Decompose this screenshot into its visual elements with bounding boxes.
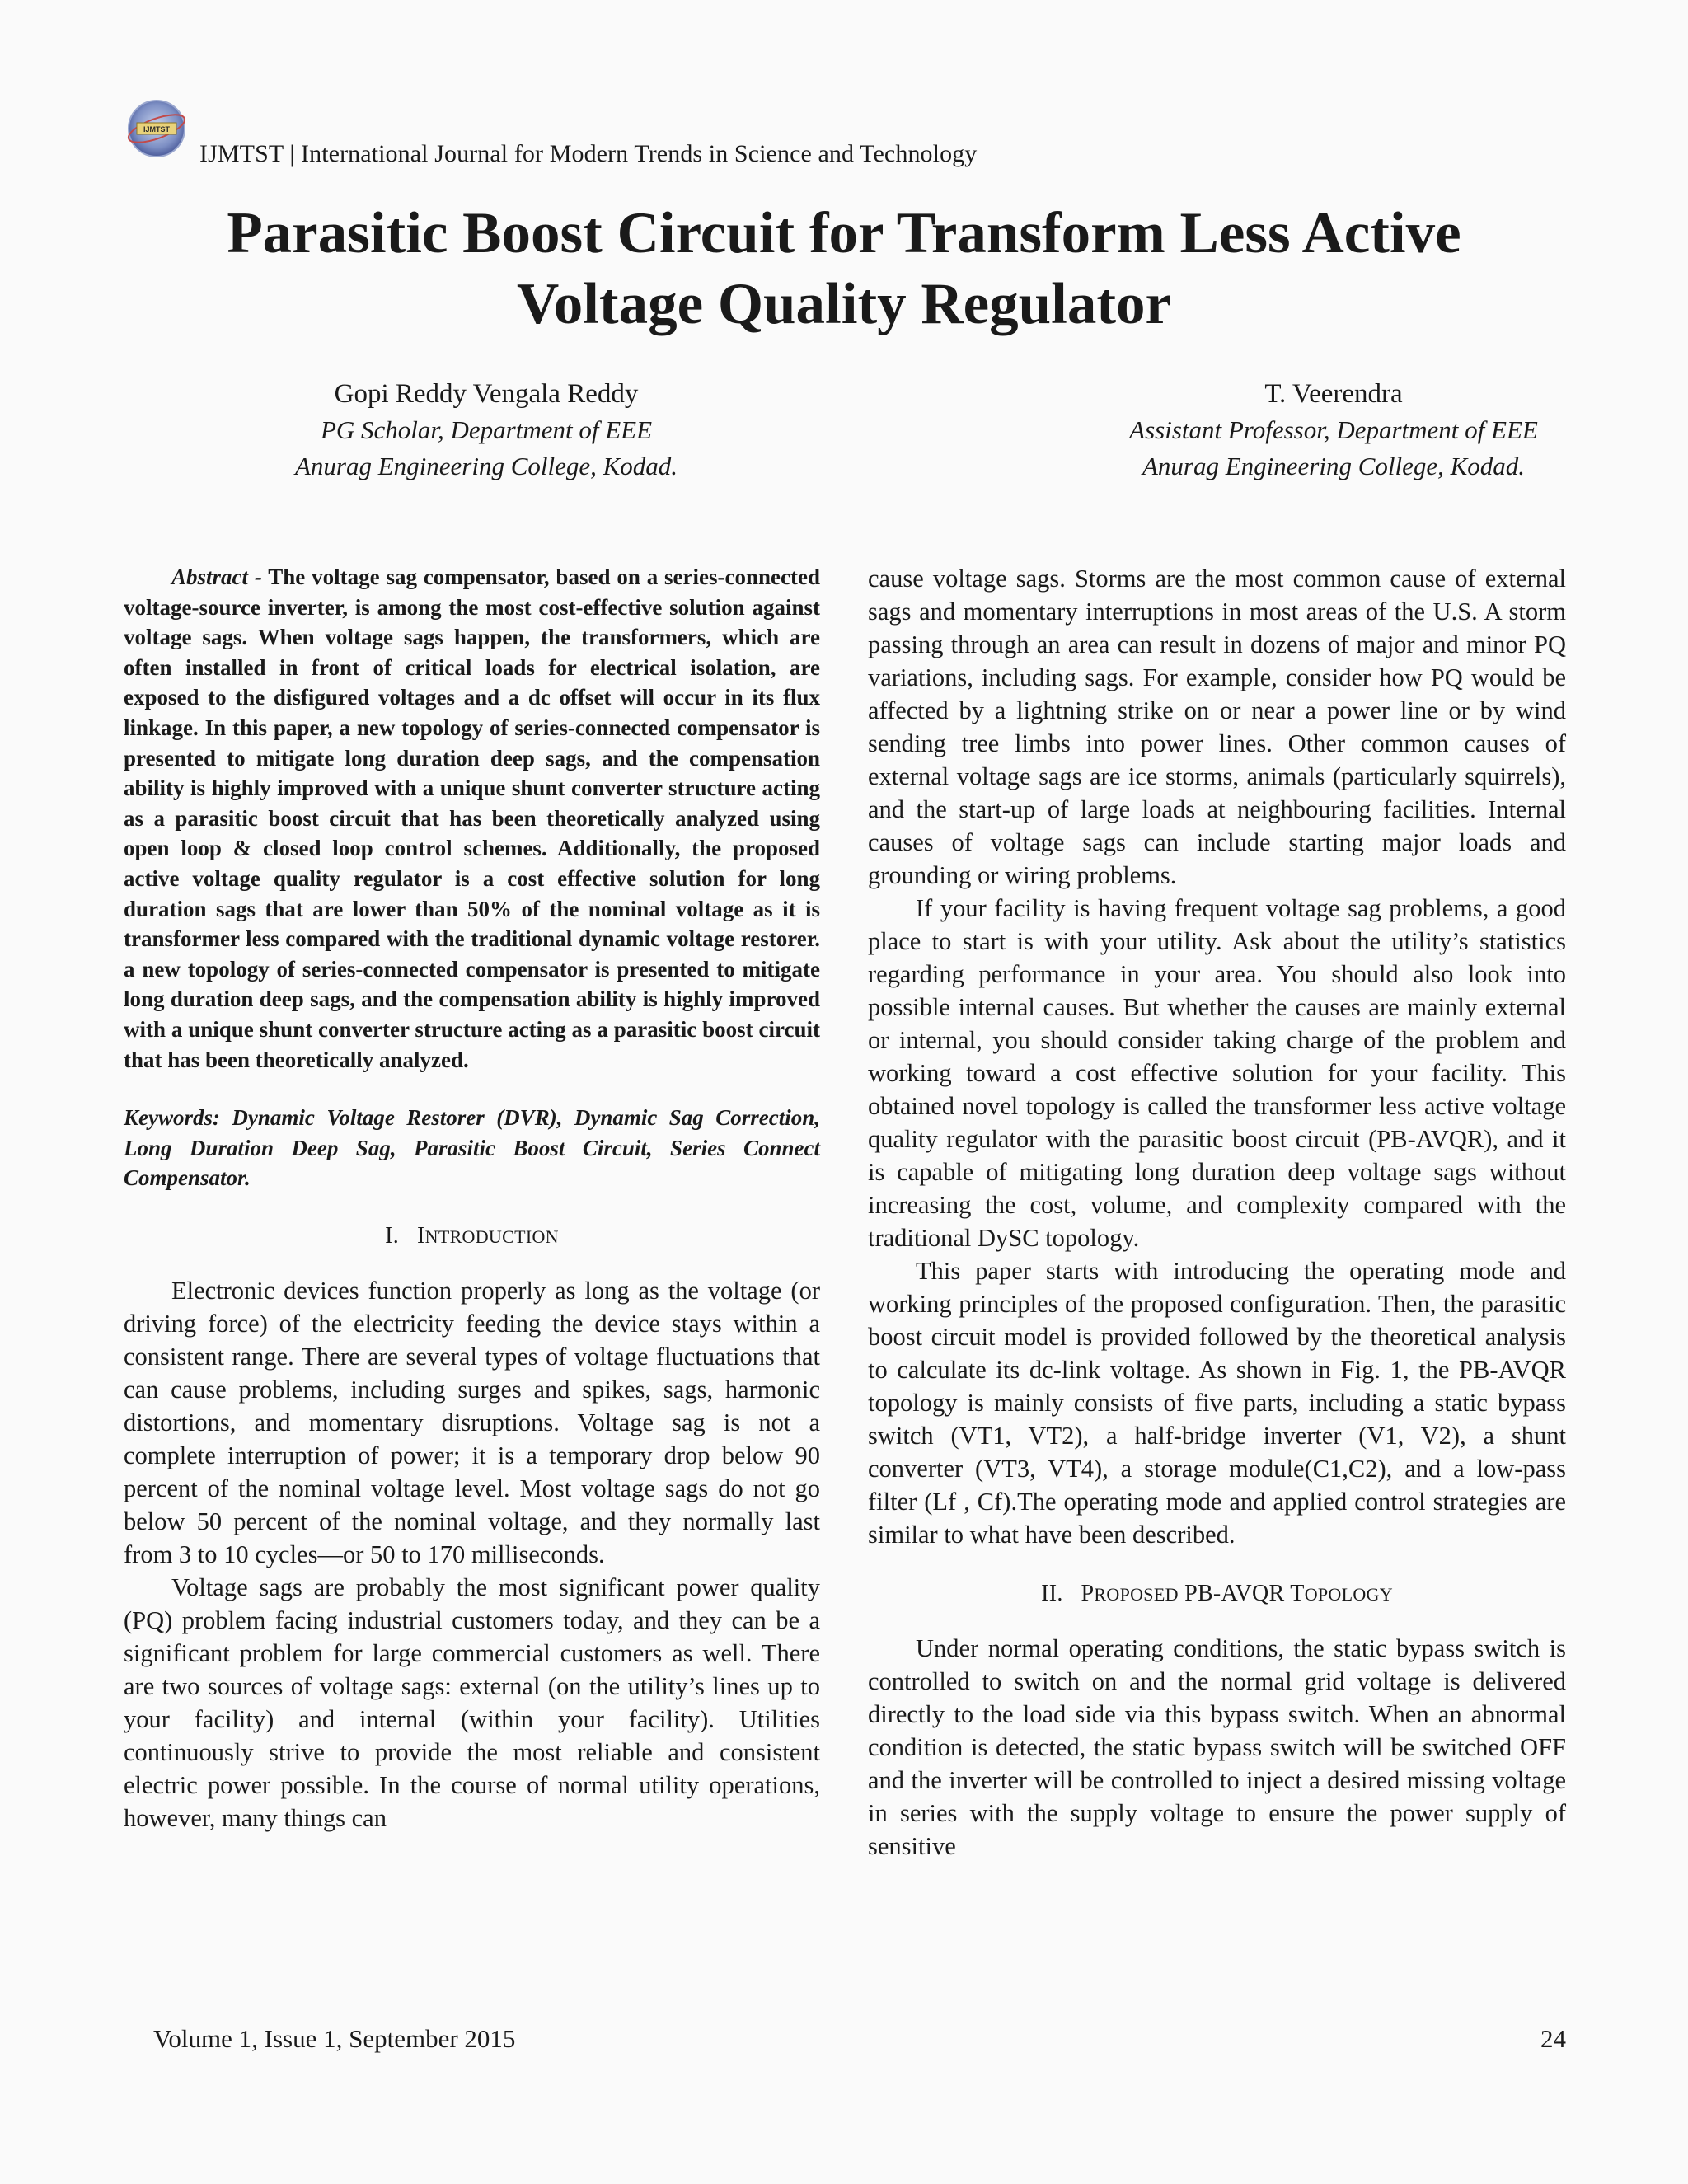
paragraph: Electronic devices function properly as long as the voltage (or driving force) of the electricity feeding the device stays within a consistent range. There are several types of voltage fluctuations that can cause problems, including surges and spikes, sags, harmonic distortions, and momentary disruptions. Voltage sag is not a complete interruption of power; it is a temporary drop below 90 percent of the nominal voltage level. Most voltage sags do not go below 50 percent of the nominal voltage, and they normally last from 3 to 10 cycles—or 50 to 170 milliseconds. [124,1276,820,1568]
abstract [124,562,820,1075]
section-title-first: T [1290,1581,1305,1606]
section-title-first: P [1081,1581,1095,1606]
abstract-text: The voltage sag compensator, based on a series-connected voltage-source inverter, is among the most cost-effective solution against voltage sags. When voltage sags happen, the transformers, which are often installed in front of critical loads for electrical isolation, are exposed to the disfigured voltages and a dc offset will occur in its flux linkage. In this paper, a new topology of series-connected compensator is presented to mitigate long duration deep sags, and the compensation ability is highly improved with a unique shunt converter structure acting as a parasitic boost circuit that has been theoretically analyzed using open loop & closed loop control schemes. Additionally, the proposed active voltage quality regulator is a cost effective solution for long duration sags that are lower than 50% of the nominal voltage as it is transformer less compared with the traditional dynamic voltage restorer. a new topology of series-connected compensator is presented to mitigate long duration deep sags, and the compensation ability is highly improved with a unique shunt converter structure acting as a parasitic boost circuit that has been theoretically analyzed. [124,565,820,1072]
author-institution: Anurag Engineering College, Kodad. [294,452,678,480]
section-title-middle: PB-AVQR [1178,1581,1291,1606]
title-line-2: Voltage Quality Regulator [516,272,1172,336]
paragraph: This paper starts with introducing the operating mode and working principles of the proposed configuration. Then, the parasitic boost circuit model is provided followed by the theoretical analysis to calculate its dc-link voltage. As shown in Fig. 1, the PB-AVQR topology is mainly consists of five parts, including a static bypass switch (VT1, VT2), a half-bridge inverter (V1, V2), a shunt converter (VT3, VT4), a storage module(C1,C2), and a low-pass filter (Lf , Cf).The operating mode and applied control strategies are similar to what have been described. [868,1257,1566,1549]
paragraph: If your facility is having frequent voltage sag problems, a good place to start is with your utility. Ask about the utility’s statistics regarding performance in your area. You should also look into possible internal causes. But whether the causes are mainly external or internal, you should consider taking charge of the problem and working toward a cost effective solution for your facility. This obtained novel topology is called the transformer less active voltage quality regulator with the parasitic boost circuit (PB-AVQR), and it is capable of mitigating long duration deep voltage sags without increasing the cost, volume, and complexity compared with the traditional DySC topology. [868,894,1566,1252]
right-column [868,562,1566,1863]
section-title-rest: OPOLOGY [1304,1584,1393,1605]
section-heading-topology [868,1581,1566,1607]
author-institution: Anurag Engineering College, Kodad. [1142,452,1526,480]
paragraph: Under normal operating conditions, the static bypass switch is controlled to switch on and the normal grid voltage is delivered directly to the load side via this bypass switch. When an abnormal condition is detected, the static bypass switch will be switched OFF and the inverter will be controlled to inject a desired missing voltage in series with the supply voltage to ensure the power supply of sensitive [868,1634,1566,1860]
author-block-2 [963,376,1688,485]
left-column [124,562,820,1835]
paragraph: Voltage sags are probably the most significant power quality (PQ) problem facing industrial customers today, and they can be a significant problem for large commercial customers as well. There are two sources of voltage sags: external (on the utility’s lines up to your facility) and internal (within your facility). Utilities continuously strive to provide the most reliable and consistent electric power possible. In the course of normal utility operations, however, many things can [124,1572,820,1832]
journal-logo [125,97,188,160]
author-name: Gopi Reddy Vengala Reddy [334,379,639,409]
paper-title [124,198,1564,340]
section-heading-introduction [124,1223,820,1249]
paragraph: cause voltage sags. Storms are the most common cause of external sags and momentary interruptions in most areas of the U.S. A storm passing through an area can result in dozens of major and minor PQ variations, including sags. For example, consider how PQ would be affected by a lightning strike on or near a power line or by wind sending tree limbs into power lines. Other common causes of external voltage sags are ice storms, animals (particularly squirrels), and the start-up of large loads at neighbouring facilities. Internal causes of voltage sags can include starting major loads and grounding or wiring problems. [868,565,1566,889]
page-number: 24 [1540,2024,1566,2053]
title-line-1: Parasitic Boost Circuit for Transform Less Active [227,201,1461,265]
author-affiliation: Assistant Professor, Department of EEE [1129,415,1538,444]
journal-header: IJMTST | International Journal for Modern Trends in Science and Technology [199,140,978,167]
keywords: Keywords: Dynamic Voltage Restorer (DVR), Dynamic Sag Correction, Long Duration Deep Sag, Parasitic Boost Circuit, Series Connect Compensator. [124,1105,820,1191]
footer-issue: Volume 1, Issue 1, September 2015 [153,2024,516,2053]
section-title-rest: ROPOSED [1094,1584,1179,1605]
logo-text: IJMTST [143,125,171,134]
author-block-1 [115,376,857,485]
section-title-rest: NTRODUCTION [424,1226,559,1247]
author-affiliation: PG Scholar, Department of EEE [320,415,653,444]
section-number: I. [385,1222,400,1249]
section-number: II. [1041,1581,1063,1606]
abstract-label: Abstract - [171,565,262,589]
section-title-first: I [417,1222,425,1249]
author-name: T. Veerendra [1264,379,1403,409]
